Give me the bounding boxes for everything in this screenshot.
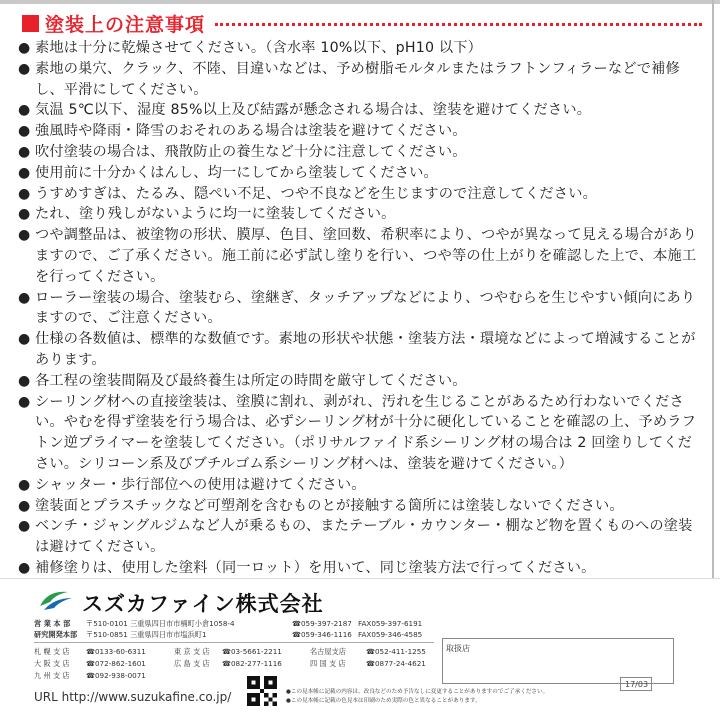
- bullet-icon: ●: [18, 372, 31, 389]
- branch-tel: ☎0877-24-4621: [366, 659, 426, 668]
- note-item: [18, 204, 698, 225]
- red-square-icon: [22, 15, 39, 32]
- bullet-icon: ●: [18, 40, 31, 56]
- note-item: [18, 163, 698, 184]
- bullet-icon: ●: [18, 206, 31, 223]
- note-text: シーリング材への直接塗装は、塗膜に割れ、剥がれ、汚れを生じることがあるため行わないでください。やむを得ず塗装を行う場合は、必ずシーリング材が十分に硬化していることを確認の上、予めラフトン逆プライマーを塗装してください。（ポリサルファイド系シーリング材の場合は 2 回塗りしてください。シリコーン系及びブチルゴム系シーリング材へは、塗装を避けてください。）: [35, 393, 696, 472]
- note-text: 素地の巣穴、クラック、不陸、目違いなどは、予め樹脂モルタルまたはラフトンフィラーなどで補修し、平滑にしてください。: [35, 60, 680, 98]
- bullet-icon: ●: [18, 497, 31, 514]
- footer-divider: [34, 642, 434, 643]
- bullet-icon: ●: [18, 393, 31, 410]
- top-border: [0, 0, 720, 4]
- note-text: 補修塗りは、使用した塗料（同一ロット）を用いて、同じ塗装方法で行ってください。: [35, 559, 596, 576]
- hq-tel: ☎059-397-2187: [292, 619, 352, 628]
- rd-fax: FAX059-346-4585: [358, 630, 423, 639]
- hq-fax: FAX059-397-6191: [358, 619, 423, 628]
- right-border: [712, 0, 714, 578]
- branch-tel: ☎0133-60-6311: [86, 647, 146, 656]
- version-code: 17/03: [625, 680, 649, 689]
- note-text: たれ、塗り残しがないように均一に塗装してください。: [35, 206, 396, 223]
- note-text: 吹付塗装の場合は、飛散防止の養生など十分に注意してください。: [35, 143, 467, 160]
- note-item: [18, 496, 698, 517]
- hq-address: 〒510-0101 三重県四日市市楠町小倉1058-4: [86, 619, 235, 628]
- note-item: [18, 516, 698, 558]
- branch-name: 九 州 支 店: [34, 671, 70, 680]
- note-item: [18, 184, 698, 205]
- company-logo-icon: [38, 586, 74, 614]
- note-item: [18, 59, 698, 101]
- note-item: [18, 558, 698, 579]
- note-text: 使用前に十分かくはんし、均一にしてから塗装してください。: [35, 164, 438, 181]
- notes-list: [18, 38, 698, 579]
- note-text: うすめすぎは、たるみ、隠ぺい不足、つや不良などを生じますので注意してください。: [35, 185, 597, 202]
- company-name: スズカファイン株式会社: [82, 592, 324, 616]
- note-text: シャッター・歩行部位への使用は避けてください。: [35, 476, 366, 493]
- dotted-rule: [215, 23, 702, 26]
- hq-label: 営 業 本 部: [34, 619, 71, 628]
- bullet-icon: ●: [18, 227, 31, 244]
- rd-address: 〒510-0851 三重県四日市市塩浜町1: [86, 630, 207, 639]
- bullet-icon: ●: [18, 476, 31, 493]
- note-item: [18, 475, 698, 496]
- rd-label: 研究開発本部: [34, 630, 78, 639]
- note-text: ベンチ・ジャングルジムなど人が乗るもの、またテーブル・カウンター・棚など物を置くものへの塗装は避けてください。: [35, 518, 693, 556]
- branch-tel: ☎082-277-1116: [222, 659, 282, 668]
- disclaimer-1: ●この見本帳に記載の内容は、改良などのため予告なしに変更することがありますのでご了承ください。: [286, 689, 549, 695]
- branch-name: 札 幌 支 店: [34, 647, 70, 656]
- note-item: [18, 329, 698, 371]
- note-item: [18, 225, 698, 287]
- note-item: [18, 371, 698, 392]
- section-header: [22, 10, 702, 36]
- note-text: つや調整品は、被塗物の形状、膜厚、色目、塗回数、希釈率により、つやが異なって見える場合がありますので、ご了承ください。施工前に必ず試し塗りを行い、つや等の仕上がりを確認した上で、本施工を行ってください。: [35, 227, 697, 285]
- note-item: [18, 100, 698, 121]
- section-title: 塗装上の注意事項: [45, 13, 206, 36]
- rd-tel: ☎059-346-1116: [292, 630, 352, 639]
- bullet-icon: ●: [18, 331, 31, 348]
- branch-tel: ☎03-5661-2211: [222, 647, 282, 656]
- branch-name: 東 京 支 店: [174, 647, 210, 656]
- bullet-icon: ●: [18, 123, 31, 140]
- website-url[interactable]: URL http://www.suzukafine.co.jp/: [34, 690, 232, 704]
- note-text: 強風時や降雨・降雪のおそれのある場合は塗装を避けてください。: [35, 123, 467, 140]
- bullet-icon: ●: [18, 102, 31, 119]
- note-item: [18, 288, 698, 330]
- note-text: 各工程の塗装間隔及び最終養生は所定の時間を厳守してください。: [35, 372, 467, 389]
- note-text: 素地は十分に乾燥させてください。（含水率 10%以下、pH10 以下）: [35, 40, 483, 56]
- branch-name: 名古屋支店: [310, 647, 346, 656]
- branch-name: 四 国 支 店: [310, 659, 346, 668]
- branch-tel: ☎072-862-1601: [86, 659, 146, 668]
- note-text: 気温 5℃以下、湿度 85%以上及び結露が懸念される場合は、塗装を避けてください。: [35, 102, 592, 119]
- bullet-icon: ●: [18, 164, 31, 181]
- note-text: 仕様の各数値は、標準的な数値です。素地の形状や状態・塗装方法・環境などによって増減することがあります。: [35, 331, 696, 368]
- note-item: [18, 121, 698, 142]
- note-item: [18, 142, 698, 163]
- disclaimer-2: ●この見本帳に記載の色見本は印刷のため実際の色と異なることがあります。: [286, 698, 481, 704]
- bullet-icon: ●: [18, 60, 31, 77]
- bullet-icon: ●: [18, 143, 31, 160]
- bullet-icon: ●: [18, 518, 31, 535]
- qr-code-icon: [247, 676, 277, 706]
- bullet-icon: ●: [18, 289, 31, 306]
- branch-name: 大 阪 支 店: [34, 659, 70, 668]
- branch-name: 広 島 支 店: [174, 659, 210, 668]
- bullet-icon: ●: [18, 185, 31, 202]
- note-text: 塗装面とプラスチックなど可塑剤を含むものとが接触する箇所には塗装しないでください。: [35, 497, 624, 514]
- dealer-label: 取扱店: [446, 644, 470, 653]
- branch-tel: ☎092-938-0071: [86, 671, 146, 680]
- note-text: ローラー塗装の場合、塗装むら、塗継ぎ、タッチアップなどにより、つやむらを生じやすい傾向にありますので、ご注意ください。: [35, 289, 696, 327]
- note-item: [18, 392, 698, 475]
- bullet-icon: ●: [18, 559, 31, 576]
- branch-tel: ☎052-411-1255: [366, 647, 426, 656]
- note-item: [18, 38, 698, 59]
